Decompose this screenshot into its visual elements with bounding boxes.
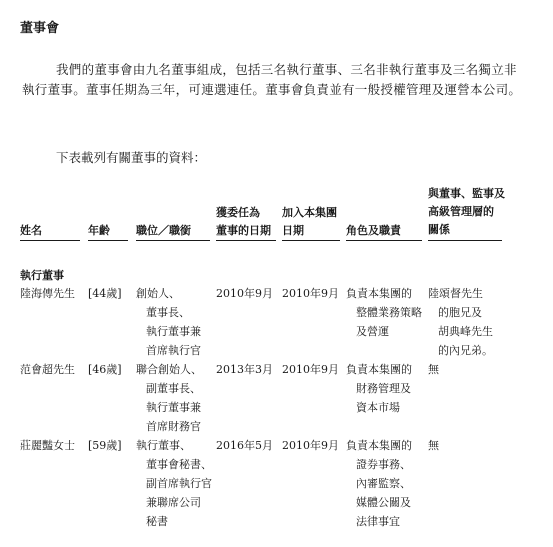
cell-joined: 2010年9月 [282, 363, 339, 376]
cell-line: 秘書 [146, 515, 168, 528]
header-underline [282, 240, 340, 241]
cell-line: 執行董事兼 [146, 401, 201, 414]
header-role: 角色及職責 [346, 224, 401, 237]
group-label-executive-directors: 執行董事 [20, 269, 64, 282]
cell-line: 無 [428, 363, 439, 376]
cell-line: 執行董事兼 [146, 325, 201, 338]
header-underline [346, 240, 422, 241]
header-joined-line: 加入本集團 [282, 206, 337, 219]
cell-line: 陸頌督先生 [428, 287, 483, 300]
cell-joined: 2010年9月 [282, 287, 339, 300]
cell-line: 資本市場 [356, 401, 400, 414]
header-relationship-line: 高級管理層的 [428, 205, 494, 218]
cell-line: 負責本集團的 [346, 363, 412, 376]
cell-role [346, 284, 422, 341]
cell-appointment: 2010年9月 [216, 287, 273, 300]
header-appointment-line: 獲委任為 [216, 206, 260, 219]
cell-line: 創始人、 [136, 287, 180, 300]
header-underline [428, 240, 502, 241]
cell-position [136, 284, 201, 360]
cell-age: [59歲] [88, 439, 122, 452]
cell-appointment: 2013年3月 [216, 363, 273, 376]
cell-age: [44歲] [88, 287, 122, 300]
header-joined-line: 日期 [282, 224, 304, 237]
cell-line: 的胞兄及 [438, 306, 482, 319]
header-underline [136, 240, 210, 241]
cell-line: 副首席執行官 [146, 477, 212, 490]
header-underline [20, 240, 80, 241]
cell-line: 整體業務策略 [356, 306, 422, 319]
cell-line: 內審監察、 [356, 477, 411, 490]
header-relationship-line: 關係 [428, 223, 450, 236]
header-relationship-line: 與董事、監事及 [428, 187, 505, 200]
cell-name: 莊麗豔女士 [20, 439, 75, 452]
header-name: 姓名 [20, 224, 42, 237]
cell-line: 無 [428, 439, 439, 452]
header-underline [88, 240, 128, 241]
cell-joined: 2010年9月 [282, 439, 339, 452]
cell-age: [46歲] [88, 363, 122, 376]
cell-line: 法律事宜 [356, 515, 400, 528]
cell-line: 負責本集團的 [346, 439, 412, 452]
cell-appointment: 2016年5月 [216, 439, 273, 452]
cell-line: 首席執行官 [146, 344, 201, 357]
cell-line: 董事長、 [146, 306, 190, 319]
cell-role [346, 436, 412, 531]
cell-line: 及營運 [356, 325, 389, 338]
header-relationship [428, 185, 505, 239]
cell-line: 兼聯席公司 [146, 496, 201, 509]
cell-line: 首席財務官 [146, 420, 201, 433]
cell-line: 媒體公關及 [356, 496, 411, 509]
header-underline [216, 240, 276, 241]
cell-line: 的內兄弟。 [438, 344, 493, 357]
board-description-paragraph: 我們的董事會由九名董事組成，包括三名執行董事、三名非執行董事及三名獨立非執行董事。董事任期為三年，可連選連任。董事會負責並有一般授權管理及運營本公司。 [22, 62, 522, 97]
cell-name: 陸海傳先生 [20, 287, 75, 300]
section-title: 董事會 [20, 21, 60, 36]
cell-relationship [428, 284, 493, 360]
cell-line: 胡典峰先生 [438, 325, 493, 338]
cell-line: 副董事長、 [146, 382, 201, 395]
cell-line: 負責本集團的 [346, 287, 412, 300]
cell-relationship [428, 436, 439, 455]
cell-line: 證券事務、 [356, 458, 411, 471]
cell-position [136, 360, 202, 436]
cell-position [136, 436, 212, 531]
cell-line: 財務管理及 [356, 382, 411, 395]
header-appointment [216, 204, 271, 240]
header-position: 職位／職銜 [136, 224, 191, 237]
table-intro: 下表載列有關董事的資料： [56, 150, 207, 165]
header-appointment-line: 董事的日期 [216, 224, 271, 237]
cell-line: 聯合創始人、 [136, 363, 202, 376]
cell-line: 董事會秘書、 [146, 458, 212, 471]
cell-name: 范會超先生 [20, 363, 75, 376]
cell-line: 執行董事、 [136, 439, 191, 452]
header-joined [282, 204, 337, 240]
cell-role [346, 360, 412, 417]
header-age: 年齡 [88, 224, 110, 237]
cell-relationship [428, 360, 439, 379]
